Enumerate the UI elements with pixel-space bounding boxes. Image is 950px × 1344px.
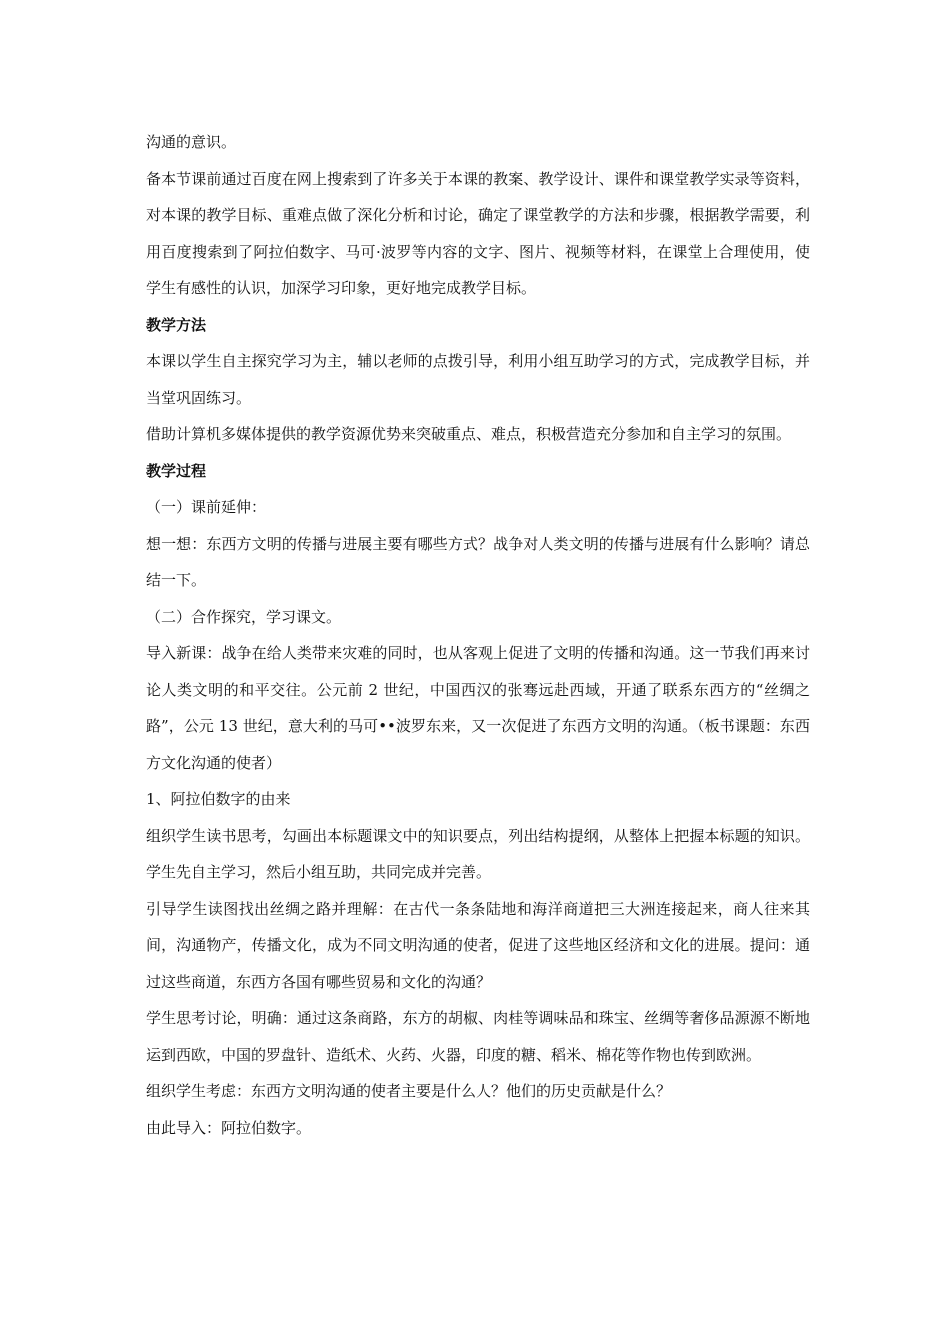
paragraph-student-discussion: 学生思考讨论，明确：通过这条商路，东方的胡椒、肉桂等调味品和珠宝、丝绸等奢侈品源源不断地运到西欧，中国的罗盘针、造纸术、火药、火器，印度的糖、稻米、棉花等作物也传到欧洲。 xyxy=(146,1009,810,1064)
heading-teaching-methods: 教学方法 xyxy=(146,315,207,334)
document-page xyxy=(146,124,810,1146)
paragraph-new-lesson-intro: 导入新课：战争在给人类带来灾难的同时，也从客观上促进了文明的传播和沟通。这一节我们再来讨论人类文明的和平交往。公元前 2 世纪，中国西汉的张骞远赴西域，开通了联系东西方的“丝绸之路”，公元 13 世纪，意大利的马可••波罗东来，又一次促进了东西方文明的沟通。（板书课题：东西方文化沟通的使者） xyxy=(146,644,810,772)
paragraph-lead-in-arabic-numerals: 由此导入：阿拉伯数字。 xyxy=(146,1118,312,1137)
paragraph-cooperative-inquiry: （二）合作探究，学习课文。 xyxy=(146,607,342,626)
heading-teaching-process: 教学过程 xyxy=(146,461,207,480)
paragraph-arabic-numerals-origin: 1、阿拉伯数字的由来 xyxy=(146,790,291,808)
paragraph-silk-road-map: 引导学生读图找出丝绸之路并理解：在古代一条条陆地和海洋商道把三大洲连接起来，商人往来其间，沟通物产，传播文化，成为不同文明沟通的使者，促进了这些地区经济和文化的进展。提问：通过这些商道，东西方各国有哪些贸易和文化的沟通？ xyxy=(146,899,810,991)
paragraph-reading-organization: 组织学生读书思考，勾画出本标题课文中的知识要点，列出结构提纲，从整体上把握本标题的知识。学生先自主学习，然后小组互助，共同完成并完善。 xyxy=(146,826,810,881)
paragraph-consider-envoys: 组织学生考虑：东西方文明沟通的使者主要是什么人？他们的历史贡献是什么？ xyxy=(146,1082,672,1100)
paragraph-communication-awareness: 沟通的意识。 xyxy=(146,133,237,151)
paragraph-think-about-it: 想一想：东西方文明的传播与进展主要有哪些方式？战争对人类文明的传播与进展有什么影响？请总结一下。 xyxy=(146,534,810,589)
paragraph-method-inquiry: 本课以学生自主探究学习为主，辅以老师的点拨引导，利用小组互助学习的方式，完成教学目标，并当堂巩固练习。 xyxy=(146,352,810,407)
paragraph-pre-class-extension: （一）课前延伸： xyxy=(146,498,267,516)
paragraph-method-multimedia: 借助计算机多媒体提供的教学资源优势来突破重点、难点，积极营造充分参加和自主学习的氛围。 xyxy=(146,425,792,443)
paragraph-lesson-preparation: 备本节课前通过百度在网上搜索到了许多关于本课的教案、教学设计、课件和课堂教学实录等资料，对本课的教学目标、重难点做了深化分析和讨论，确定了课堂教学的方法和步骤，根据教学需要，利用百度搜索到了阿拉伯数字、马可·波罗等内容的文字、图片、视频等材料，在课堂上合理使用，使学生有感性的认识，加深学习印象，更好地完成教学目标。 xyxy=(146,169,810,297)
